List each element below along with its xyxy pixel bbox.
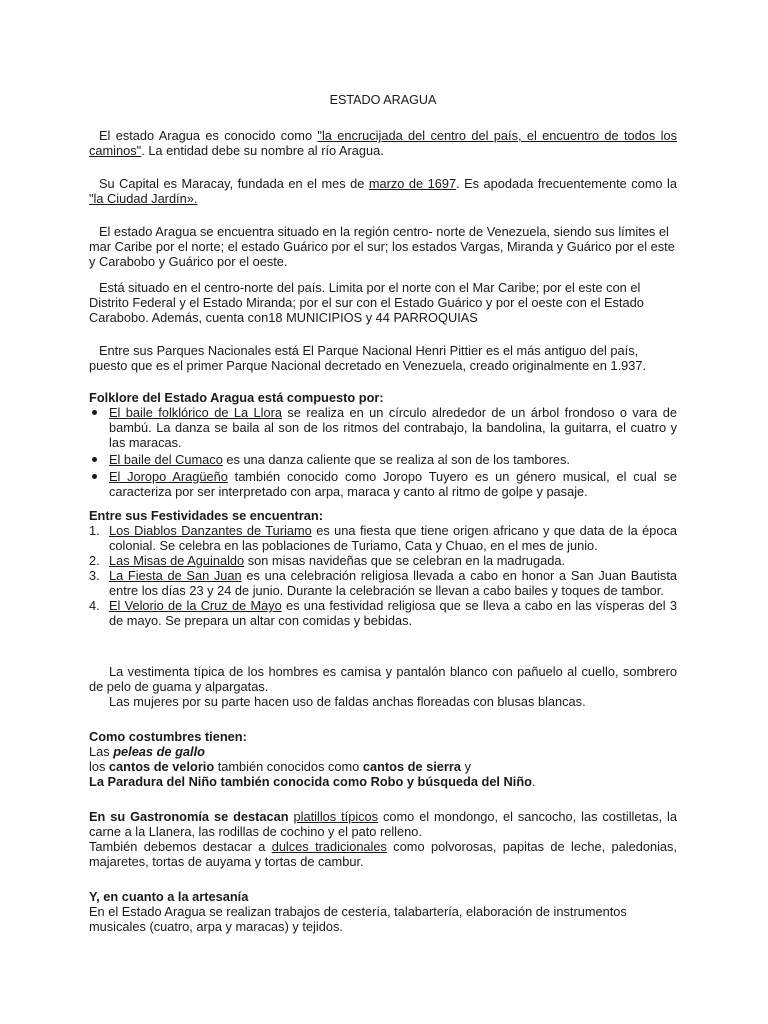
costumbre-text: los [89, 759, 109, 774]
page-title: ESTADO ARAGUA [329, 93, 437, 107]
folklore-item-text: también conocido como Joropo Tuyero es un género musical, el cual se caracteriza por ser interpretado con arpa, maraca y canto al ritmo de golpe y pasaje. [109, 469, 677, 499]
folklore-list [89, 405, 677, 499]
festividad-item [89, 523, 677, 553]
paragraph-dulces [89, 839, 677, 869]
paragraph-capital [89, 176, 677, 206]
list-number: 1. [89, 523, 100, 538]
folklore-item [89, 405, 677, 450]
encrucijada-link[interactable]: "la encrucijada del centro del país, el encuentro de todos los caminos" [89, 128, 677, 158]
folklore-item [89, 452, 677, 467]
document-body [89, 93, 677, 934]
paragraph-parques: Entre sus Parques Nacionales está El Parque Nacional Henri Pittier es el más antiguo del país, puesto que es el primer Parque Nacional decretado en Venezuela, creado originalmente en 1.937. [89, 343, 647, 373]
festividades-heading: Entre sus Festividades se encuentran: [89, 508, 323, 523]
list-number: 3. [89, 568, 100, 583]
costumbre-emphasis: cantos de sierra [362, 759, 462, 774]
folklore-item-text: es una danza caliente que se realiza al son de los tambores. [222, 452, 570, 467]
costumbre-text: . [531, 774, 536, 789]
costumbre-line [89, 759, 677, 774]
platillos-tipicos-link[interactable]: platillos típicos [293, 809, 379, 824]
costumbre-text: también conocidos como [214, 759, 363, 774]
festividad-text: es una fiesta que tiene origen africano y que data de la época colonial. Se celebra en las poblaciones de Turiamo, Cata y Chuao, en el mes de junio. [109, 523, 678, 553]
paragraph-artesania: En el Estado Aragua se realizan trabajos de cestería, talabartería, elaboración de instrumentos musicales (cuatro, arpa y maracas) y tejidos. [89, 904, 627, 934]
bullet-icon [92, 410, 97, 415]
costumbre-emphasis: peleas de gallo [113, 744, 205, 759]
festividades-list [89, 523, 677, 628]
folklore-item-link[interactable]: El Joropo Aragüeño [109, 469, 228, 484]
bullet-icon [92, 474, 97, 479]
folklore-item-link[interactable]: El baile folklórico de La Llora [109, 405, 282, 420]
dulces-tradicionales-link[interactable]: dulces tradicionales [271, 839, 387, 854]
costumbre-line [89, 744, 677, 759]
festividad-item [89, 553, 677, 568]
festividad-item [89, 598, 677, 628]
dulces-text-end: como polvorosas, papitas de leche, paledonias, majaretes, tortas de auyama y tortas de cambur. [89, 839, 677, 869]
list-number: 4. [89, 598, 100, 613]
paragraph-limites: Está situado en el centro-norte del país. Limita por el norte con el Mar Caribe; por el este con el Distrito Federal y el Estado Miranda; por el sur con el Estado Guárico y por el oeste con el Estado Carabobo. Además, cuenta con18 MUNICIPIOS y 44 PARROQUIAS [89, 280, 644, 325]
festividad-text: son misas navideñas que se celebran en la madrugada. [244, 553, 566, 568]
festividad-link[interactable]: La Fiesta de San Juan [109, 568, 242, 583]
bullet-icon [92, 457, 97, 462]
costumbre-emphasis: cantos de velorio [108, 759, 215, 774]
festividad-link[interactable]: Las Misas de Aguinaldo [109, 553, 245, 568]
gastronomia-text: como el mondongo, el sancocho, las costilletas, la carne a la Llanera, las rodillas de cochino y el pato relleno. [89, 809, 678, 839]
capital-text-mid: . Es apodada frecuentemente como la [456, 176, 677, 191]
costumbres-heading: Como costumbres tienen: [89, 729, 247, 744]
paragraph-vestimenta-mujeres: Las mujeres por su parte hacen uso de faldas anchas floreadas con blusas blancas. [109, 694, 586, 709]
costumbre-emphasis: La Paradura del Niño también conocida como Robo y búsqueda del Niño [89, 774, 532, 789]
festividad-link[interactable]: El Velorio de la Cruz de Mayo [109, 598, 282, 613]
paragraph-vestimenta-hombres: La vestimenta típica de los hombres es camisa y pantalón blanco con pañuelo al cuello, sombrero de pelo de guama y alpargatas. [89, 664, 677, 694]
gastronomia-heading: En su Gastronomía se destacan [89, 809, 289, 824]
costumbre-text: Las [89, 744, 114, 759]
intro-text-end: . La entidad debe su nombre al río Aragua. [141, 143, 384, 158]
festividad-text: es una celebración religiosa llevada a cabo en honor a San Juan Bautista entre los días 23 y 24 de junio. Durante la celebración se llevan a cabo bailes y toques de tambor. [109, 568, 678, 598]
folklore-item [89, 469, 677, 499]
artesania-heading: Y, en cuanto a la artesanía [89, 889, 249, 904]
intro-text: El estado Aragua es conocido como [99, 128, 318, 143]
paragraph-gastronomia [89, 809, 677, 839]
folklore-item-text: se realiza en un círculo alrededor de un árbol frondoso o vara de bambú. La danza se baila al son de los ritmos del contrabajo, la bandolina, la guitarra, el cuatro y las maracas. [109, 405, 677, 450]
paragraph-intro [89, 128, 677, 158]
list-number: 2. [89, 553, 100, 568]
folklore-heading: Folklore del Estado Aragua está compuesto por: [89, 390, 384, 405]
festividad-item [89, 568, 677, 598]
capital-text: Su Capital es Maracay, fundada en el mes de [99, 176, 369, 191]
costumbre-line [89, 774, 677, 789]
costumbre-text: y [461, 759, 471, 774]
paragraph-ubicacion: El estado Aragua se encuentra situado en la región centro- norte de Venezuela, siendo sus límites el mar Caribe por el norte; el estado Guárico por el sur; los estados Vargas, Miranda y Guárico por el este y Carabobo y Guárico por el oeste. [89, 224, 675, 269]
festividad-link[interactable]: Los Diablos Danzantes de Turiamo [109, 523, 312, 538]
ciudad-jardin-link[interactable]: "la Ciudad Jardín». [89, 191, 198, 206]
dulces-text: También debemos destacar a [89, 839, 272, 854]
folklore-item-link[interactable]: El baile del Cumaco [109, 452, 223, 467]
fundacion-date-link[interactable]: marzo de 1697 [368, 176, 457, 191]
festividad-text: es una festividad religiosa que se lleva a cabo en las vísperas del 3 de mayo. Se prepara un altar con comidas y bebidas. [109, 598, 677, 628]
